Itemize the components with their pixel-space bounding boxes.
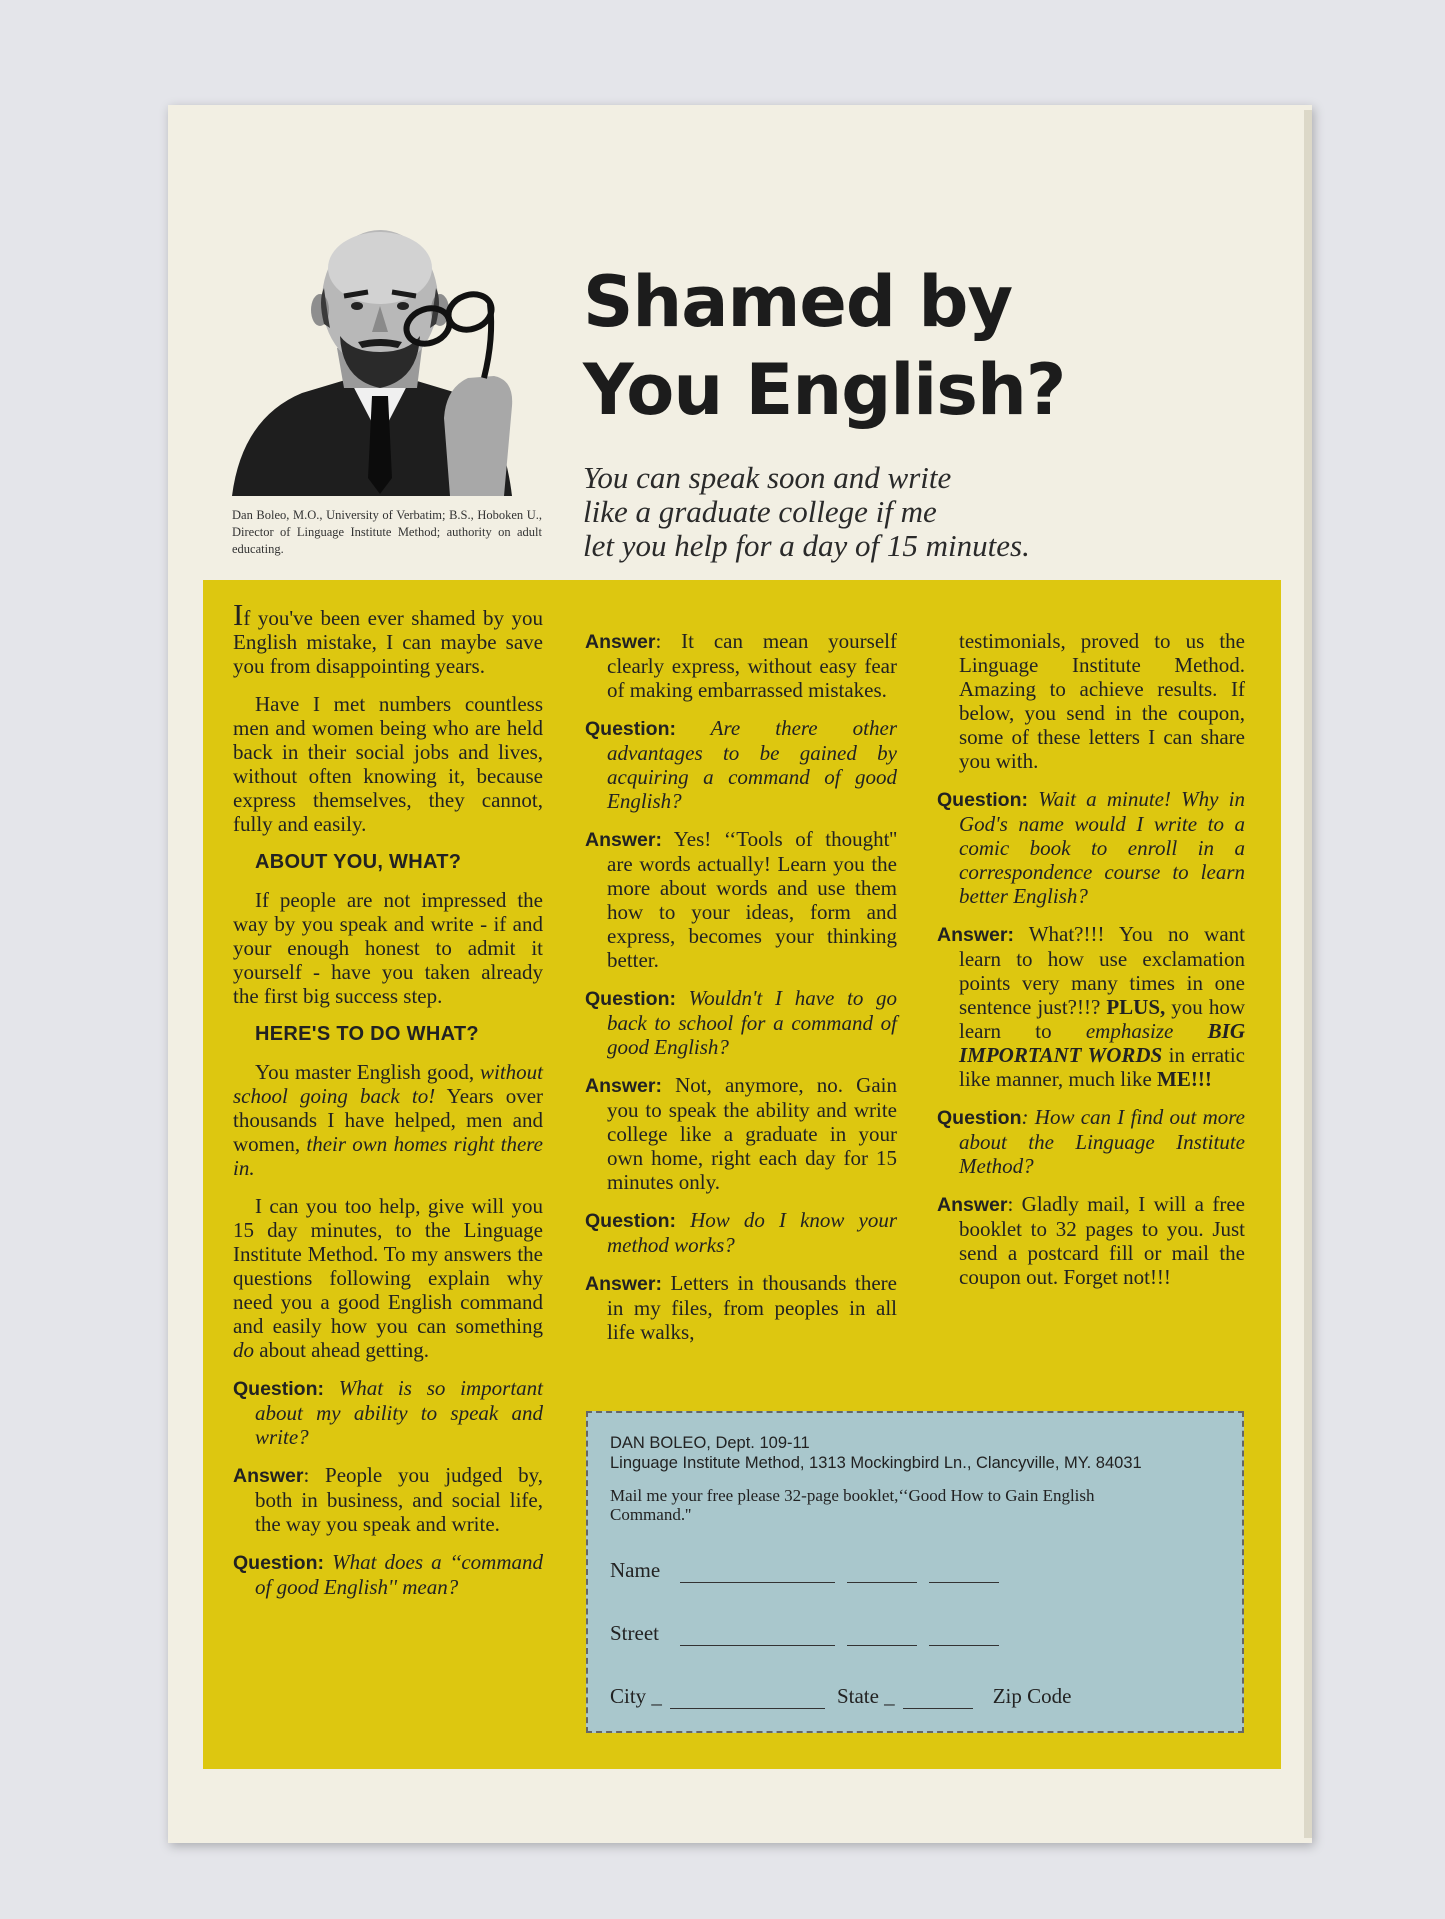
name-label: Name <box>610 1558 661 1582</box>
question: Question: Wait a minute! Why in God's name would I write to a comic book to enroll in a correspondence course to learn better English? <box>937 787 1245 908</box>
subhead-line2: like a graduate college if me <box>583 494 937 529</box>
question: Question: Are there other advantages to be gained by acquiring a command of good English? <box>585 716 897 813</box>
address-line: DAN BOLEO, Dept. 109-11 <box>610 1434 810 1452</box>
state-label: State _ <box>836 1684 895 1708</box>
headline <box>583 258 1065 434</box>
author-portrait <box>232 228 532 496</box>
answer: Answer: Yes! ‘‘Tools of thought'' are words actually! Learn you the more about words and use them how to your ideas, form and express, becomes your thinking better. <box>585 827 897 972</box>
paragraph: I can you too help, give will you 15 day minutes, to the Linguage Institute Method. To my answers the questions following explain why need you a good English command and easily how you can something do about ahead getting. <box>233 1194 543 1362</box>
intro-paragraph: If you've been ever shamed by you English mistake, I can maybe save you from disappointing years. <box>233 597 543 678</box>
street-field[interactable] <box>680 1630 835 1646</box>
coupon-request-text: Mail me your free please 32-page booklet,‘‘Good How to Gain English Command.'' <box>610 1486 1095 1524</box>
column-1 <box>233 597 544 1613</box>
name-field[interactable] <box>680 1567 835 1583</box>
question: Question: How do I know your method works? <box>585 1208 897 1257</box>
question: Question: Wouldn't I have to go back to school for a command of good English? <box>585 986 897 1059</box>
subhead-line1: You can speak soon and write <box>583 460 952 495</box>
question: Question: What does a ‘‘command of good English'' mean? <box>233 1550 543 1599</box>
name-field[interactable] <box>929 1567 999 1583</box>
answer: Answer: Letters in thousands there in my files, from peoples in all life walks, <box>585 1271 897 1344</box>
paragraph: You master English good, without school going back to! Years over thousands I have helped, men and women, their own homes right there in. <box>233 1060 544 1180</box>
subhead-line3: let you help for a day of 15 minutes. <box>583 528 1030 563</box>
section-heading: ABOUT YOU, WHAT? <box>255 851 462 873</box>
section-heading: HERE'S TO DO WHAT? <box>255 1023 479 1045</box>
mail-coupon[interactable] <box>586 1411 1244 1733</box>
zip-label: Zip Code <box>992 1684 1072 1708</box>
paragraph: testimonials, proved to us the Linguage Institute Method. Amazing to achieve results. If below, you send in the coupon, some of these letters I can share you with. <box>959 629 1245 773</box>
city-row <box>610 1684 1222 1709</box>
author-caption: Dan Boleo, M.O., University of Verbatim; B.S., Hoboken U., Director of Linguage Institute Method; authority on adult educating. <box>232 508 542 556</box>
answer: Answer: What?!!! You no want learn to how use exclamation points very many times in one sentence just?!!? PLUS, you how learn to emphasize BIG IMPORTANT WORDS in erratic like manner, much like ME!!! <box>937 922 1245 1091</box>
answer: Answer: It can mean yourself clearly express, without easy fear of making embarrassed mistakes. <box>585 629 897 702</box>
street-field[interactable] <box>929 1630 999 1646</box>
city-field[interactable] <box>670 1693 825 1709</box>
headline-line1: Shamed by <box>583 261 1013 343</box>
street-row <box>610 1621 1222 1646</box>
paragraph: Have I met numbers countless men and women being who are held back in their social jobs and lives, without often knowing it, because express themselves, they cannot, fully and easily. <box>233 692 543 836</box>
subheadline <box>583 461 1030 563</box>
answer: Answer: Gladly mail, I will a free booklet to 32 pages to you. Just send a postcard fill or mail the coupon out. Forget not!!! <box>937 1192 1245 1289</box>
answer: Answer: Not, anymore, no. Gain you to speak the ability and write college like a graduate in your own home, right each day for 15 minutes only. <box>585 1073 897 1194</box>
question: Question: How can I find out more about the Linguage Institute Method? <box>937 1105 1245 1178</box>
headline-line2: You English? <box>583 349 1066 431</box>
name-row <box>610 1558 1222 1583</box>
state-field[interactable] <box>903 1693 973 1709</box>
name-field[interactable] <box>847 1567 917 1583</box>
column-2 <box>585 629 897 1358</box>
street-field[interactable] <box>847 1630 917 1646</box>
paragraph: If people are not impressed the way by you speak and write - if and your enough honest to admit it yourself - have you taken already the first big success step. <box>233 888 543 1008</box>
answer: Answer: People you judged by, both in business, and social life, the way you speak and write. <box>233 1463 543 1536</box>
street-label: Street <box>610 1621 659 1645</box>
address-line: Linguage Institute Method, 1313 Mockingbird Ln., Clancyville, MY. 84031 <box>610 1454 1142 1472</box>
page-edge <box>1304 110 1312 1838</box>
city-label: City _ <box>610 1684 662 1708</box>
coupon-address <box>610 1433 1222 1473</box>
question: Question: What is so important about my ability to speak and write? <box>233 1376 543 1449</box>
column-3 <box>937 629 1245 1303</box>
